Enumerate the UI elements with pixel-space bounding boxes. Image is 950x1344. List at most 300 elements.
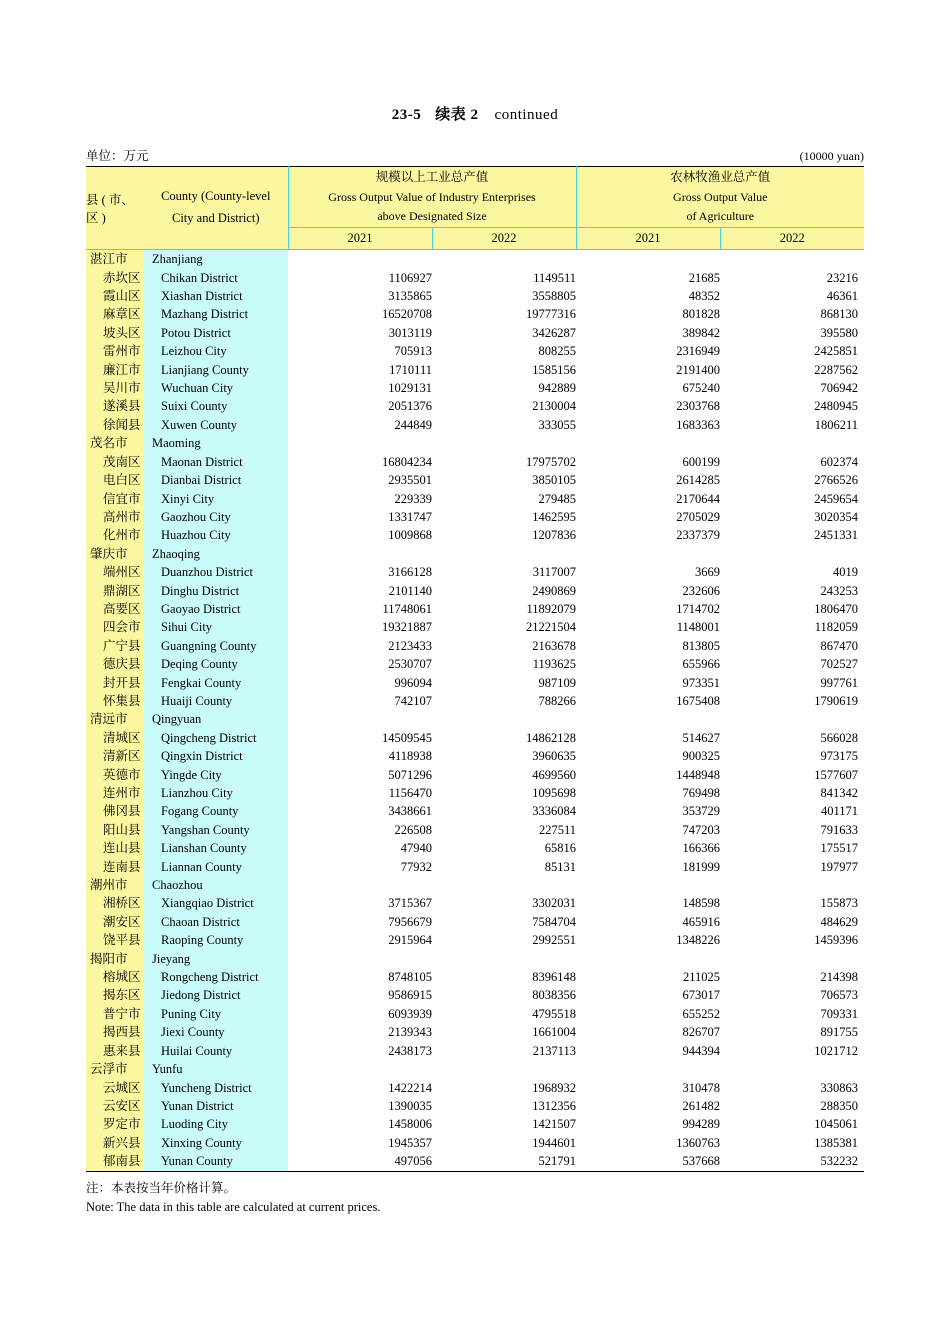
table-row [86, 471, 864, 489]
value-industry-2021: 1106927 [288, 269, 432, 287]
row-name-english: Yunfu [144, 1060, 288, 1078]
row-name-english: Dianbai District [144, 471, 288, 489]
note-chinese: 注：本表按当年价格计算。 [86, 1181, 237, 1195]
row-name-english: Guangning County [144, 637, 288, 655]
value-industry-2021: 2935501 [288, 471, 432, 489]
row-name-english: Zhanjiang [144, 250, 288, 269]
value-agriculture-2022: 46361 [720, 287, 864, 305]
table-row [86, 397, 864, 415]
table-row [86, 1060, 864, 1078]
table-row [86, 839, 864, 857]
value-industry-2022 [432, 1060, 576, 1078]
value-industry-2022: 2490869 [432, 582, 576, 600]
value-agriculture-2022: 23216 [720, 269, 864, 287]
value-industry-2022: 8038356 [432, 986, 576, 1004]
statistics-table-wrapper [86, 166, 864, 1171]
table-bottom-rule [86, 1171, 864, 1172]
row-name-chinese: 云浮市 [86, 1060, 144, 1078]
row-name-chinese: 普宁市 [86, 1005, 144, 1023]
value-industry-2022: 1149511 [432, 269, 576, 287]
value-agriculture-2021: 166366 [576, 839, 720, 857]
value-industry-2022: 1944601 [432, 1134, 576, 1152]
row-name-english: Lianjiang County [144, 361, 288, 379]
row-name-chinese: 罗定市 [86, 1115, 144, 1133]
table-row [86, 986, 864, 1004]
value-industry-2022: 14862128 [432, 729, 576, 747]
table-row [86, 876, 864, 894]
row-name-english: Raoping County [144, 931, 288, 949]
value-agriculture-2021: 537668 [576, 1152, 720, 1170]
table-row [86, 858, 864, 876]
value-industry-2021: 5071296 [288, 766, 432, 784]
value-agriculture-2022 [720, 545, 864, 563]
row-name-english: Maonan District [144, 453, 288, 471]
row-name-english: Lianshan County [144, 839, 288, 857]
value-industry-2022 [432, 950, 576, 968]
row-name-chinese: 徐闻县 [86, 416, 144, 434]
row-name-chinese: 揭东区 [86, 986, 144, 1004]
row-name-chinese: 廉江市 [86, 361, 144, 379]
table-row [86, 379, 864, 397]
value-agriculture-2022: 175517 [720, 839, 864, 857]
row-name-chinese: 高州市 [86, 508, 144, 526]
value-industry-2021: 9586915 [288, 986, 432, 1004]
value-agriculture-2022: 709331 [720, 1005, 864, 1023]
value-agriculture-2021 [576, 876, 720, 894]
table-row [86, 600, 864, 618]
table-header [86, 167, 864, 250]
row-name-chinese: 云城区 [86, 1079, 144, 1097]
value-agriculture-2022: 602374 [720, 453, 864, 471]
value-agriculture-2022: 997761 [720, 674, 864, 692]
value-agriculture-2022: 868130 [720, 305, 864, 323]
value-industry-2021: 1458006 [288, 1115, 432, 1133]
value-industry-2022: 3426287 [432, 324, 576, 342]
value-agriculture-2021 [576, 710, 720, 728]
table-row [86, 287, 864, 305]
value-agriculture-2021: 148598 [576, 894, 720, 912]
value-agriculture-2021: 353729 [576, 802, 720, 820]
value-agriculture-2021: 310478 [576, 1079, 720, 1097]
value-agriculture-2022: 2766526 [720, 471, 864, 489]
value-agriculture-2022: 791633 [720, 821, 864, 839]
header-county-chinese: 县 ( 市、区 ) [86, 167, 144, 250]
note-english: Note: The data in this table are calculated at current prices. [86, 1199, 381, 1214]
row-name-chinese: 云安区 [86, 1097, 144, 1115]
value-industry-2021 [288, 434, 432, 452]
value-agriculture-2021: 181999 [576, 858, 720, 876]
value-agriculture-2021: 389842 [576, 324, 720, 342]
value-industry-2022: 2163678 [432, 637, 576, 655]
value-agriculture-2021: 48352 [576, 287, 720, 305]
value-industry-2021: 16804234 [288, 453, 432, 471]
header-group-agriculture-english-line2: of Agriculture [686, 209, 755, 224]
value-industry-2021: 3166128 [288, 563, 432, 581]
row-name-english: Huaiji County [144, 692, 288, 710]
row-name-chinese: 阳山县 [86, 821, 144, 839]
value-agriculture-2021: 1714702 [576, 600, 720, 618]
value-industry-2022: 1312356 [432, 1097, 576, 1115]
header-county-english-line2: City and District) [172, 211, 260, 226]
row-name-english: Qingyuan [144, 710, 288, 728]
value-agriculture-2022: 401171 [720, 802, 864, 820]
row-name-english: Chaoan District [144, 913, 288, 931]
table-row [86, 1152, 864, 1170]
value-industry-2021: 1009868 [288, 526, 432, 544]
value-agriculture-2021 [576, 545, 720, 563]
value-agriculture-2022: 214398 [720, 968, 864, 986]
header-year-industry-2022: 2022 [432, 228, 576, 250]
value-industry-2022: 2137113 [432, 1042, 576, 1060]
value-industry-2022: 521791 [432, 1152, 576, 1170]
value-agriculture-2021: 2705029 [576, 508, 720, 526]
row-name-chinese: 端州区 [86, 563, 144, 581]
value-industry-2022: 788266 [432, 692, 576, 710]
value-agriculture-2021: 673017 [576, 986, 720, 1004]
table-title-continued: continued [494, 107, 559, 123]
value-agriculture-2022: 841342 [720, 784, 864, 802]
row-name-english: Leizhou City [144, 342, 288, 360]
row-name-chinese: 麻章区 [86, 305, 144, 323]
value-agriculture-2021: 2337379 [576, 526, 720, 544]
row-name-chinese: 茂名市 [86, 434, 144, 452]
value-agriculture-2022: 2287562 [720, 361, 864, 379]
table-row [86, 655, 864, 673]
header-group-industry [288, 167, 576, 228]
value-industry-2021: 3438661 [288, 802, 432, 820]
table-row [86, 637, 864, 655]
value-industry-2021: 996094 [288, 674, 432, 692]
value-agriculture-2022: 706573 [720, 986, 864, 1004]
row-name-chinese: 广宁县 [86, 637, 144, 655]
value-industry-2022: 808255 [432, 342, 576, 360]
value-industry-2022: 65816 [432, 839, 576, 857]
value-agriculture-2022: 532232 [720, 1152, 864, 1170]
value-agriculture-2022 [720, 950, 864, 968]
row-name-chinese: 德庆县 [86, 655, 144, 673]
unit-label-chinese: 单位：万元 [86, 149, 149, 163]
row-name-english: Huazhou City [144, 526, 288, 544]
row-name-english: Mazhang District [144, 305, 288, 323]
value-agriculture-2022 [720, 710, 864, 728]
table-row [86, 1115, 864, 1133]
value-industry-2022: 19777316 [432, 305, 576, 323]
value-industry-2022: 7584704 [432, 913, 576, 931]
table-row [86, 305, 864, 323]
row-name-chinese: 信宜市 [86, 490, 144, 508]
value-industry-2022: 227511 [432, 821, 576, 839]
row-name-english: Qingcheng District [144, 729, 288, 747]
value-industry-2021: 1945357 [288, 1134, 432, 1152]
value-agriculture-2022: 2425851 [720, 342, 864, 360]
table-row [86, 618, 864, 636]
row-name-chinese: 雷州市 [86, 342, 144, 360]
row-name-english: Maoming [144, 434, 288, 452]
row-name-english: Jieyang [144, 950, 288, 968]
value-industry-2022: 1462595 [432, 508, 576, 526]
value-industry-2022: 3558805 [432, 287, 576, 305]
header-year-agriculture-2021: 2021 [576, 228, 720, 250]
header-county-english [144, 167, 288, 250]
value-agriculture-2021: 944394 [576, 1042, 720, 1060]
header-group-industry-english-line2: above Designated Size [377, 209, 487, 224]
value-agriculture-2021: 2303768 [576, 397, 720, 415]
table-row [86, 894, 864, 912]
value-agriculture-2021 [576, 1060, 720, 1078]
value-industry-2022: 3117007 [432, 563, 576, 581]
value-agriculture-2022: 197977 [720, 858, 864, 876]
row-name-english: Yingde City [144, 766, 288, 784]
row-name-chinese: 肇庆市 [86, 545, 144, 563]
table-row [86, 766, 864, 784]
value-industry-2022: 333055 [432, 416, 576, 434]
header-county-english-line1: County (County-level [161, 189, 271, 204]
row-name-chinese: 惠来县 [86, 1042, 144, 1060]
value-industry-2021: 7956679 [288, 913, 432, 931]
row-name-chinese: 新兴县 [86, 1134, 144, 1152]
value-industry-2021 [288, 1060, 432, 1078]
row-name-chinese: 清新区 [86, 747, 144, 765]
row-name-english: Wuchuan City [144, 379, 288, 397]
value-agriculture-2021: 1348226 [576, 931, 720, 949]
value-industry-2022: 11892079 [432, 600, 576, 618]
row-name-chinese: 潮安区 [86, 913, 144, 931]
value-agriculture-2022: 288350 [720, 1097, 864, 1115]
value-agriculture-2021: 3669 [576, 563, 720, 581]
table-row [86, 563, 864, 581]
value-agriculture-2021: 600199 [576, 453, 720, 471]
value-agriculture-2021: 900325 [576, 747, 720, 765]
row-name-chinese: 赤坎区 [86, 269, 144, 287]
table-row [86, 968, 864, 986]
table-row [86, 582, 864, 600]
value-agriculture-2021: 1448948 [576, 766, 720, 784]
table-row [86, 1042, 864, 1060]
value-industry-2021 [288, 876, 432, 894]
table-row [86, 526, 864, 544]
header-group-industry-english-line1: Gross Output Value of Industry Enterprises [328, 189, 536, 204]
row-name-english: Jiexi County [144, 1023, 288, 1041]
value-agriculture-2021: 2170644 [576, 490, 720, 508]
value-industry-2021: 2438173 [288, 1042, 432, 1060]
value-agriculture-2022: 706942 [720, 379, 864, 397]
row-name-english: Suixi County [144, 397, 288, 415]
value-industry-2021 [288, 545, 432, 563]
value-industry-2021: 3715367 [288, 894, 432, 912]
value-industry-2022: 3960635 [432, 747, 576, 765]
value-agriculture-2022 [720, 876, 864, 894]
value-agriculture-2021: 1675408 [576, 692, 720, 710]
value-industry-2021: 14509545 [288, 729, 432, 747]
value-industry-2022 [432, 250, 576, 269]
page-title [0, 103, 950, 124]
value-industry-2022: 4699560 [432, 766, 576, 784]
row-name-english: Rongcheng District [144, 968, 288, 986]
value-agriculture-2022: 1459396 [720, 931, 864, 949]
value-industry-2021 [288, 250, 432, 269]
value-industry-2021: 742107 [288, 692, 432, 710]
row-name-english: Deqing County [144, 655, 288, 673]
value-agriculture-2021: 211025 [576, 968, 720, 986]
value-industry-2021: 2101140 [288, 582, 432, 600]
value-industry-2022 [432, 545, 576, 563]
table-title-chinese: 续表 2 [435, 107, 479, 123]
unit-line [86, 146, 864, 164]
value-agriculture-2022: 1021712 [720, 1042, 864, 1060]
value-agriculture-2022: 973175 [720, 747, 864, 765]
table-row [86, 508, 864, 526]
value-industry-2022: 1193625 [432, 655, 576, 673]
row-name-english: Huilai County [144, 1042, 288, 1060]
value-industry-2022: 987109 [432, 674, 576, 692]
table-row [86, 802, 864, 820]
table-row [86, 747, 864, 765]
row-name-chinese: 英德市 [86, 766, 144, 784]
value-industry-2021 [288, 710, 432, 728]
value-industry-2022: 1421507 [432, 1115, 576, 1133]
value-agriculture-2022: 243253 [720, 582, 864, 600]
row-name-chinese: 茂南区 [86, 453, 144, 471]
row-name-english: Xiangqiao District [144, 894, 288, 912]
value-agriculture-2021: 1148001 [576, 618, 720, 636]
row-name-chinese: 怀集县 [86, 692, 144, 710]
value-agriculture-2022: 566028 [720, 729, 864, 747]
row-name-chinese: 吴川市 [86, 379, 144, 397]
table-row [86, 784, 864, 802]
value-agriculture-2021: 747203 [576, 821, 720, 839]
row-name-chinese: 揭西县 [86, 1023, 144, 1041]
value-agriculture-2022 [720, 250, 864, 269]
value-agriculture-2022: 330863 [720, 1079, 864, 1097]
value-agriculture-2021: 465916 [576, 913, 720, 931]
row-name-chinese: 连山县 [86, 839, 144, 857]
value-industry-2021: 2530707 [288, 655, 432, 673]
row-name-chinese: 潮州市 [86, 876, 144, 894]
row-name-english: Fengkai County [144, 674, 288, 692]
row-name-english: Xinxing County [144, 1134, 288, 1152]
value-industry-2021: 47940 [288, 839, 432, 857]
value-industry-2021: 2051376 [288, 397, 432, 415]
value-agriculture-2022: 867470 [720, 637, 864, 655]
table-number: 23-5 [391, 107, 422, 123]
value-industry-2021: 1029131 [288, 379, 432, 397]
value-industry-2021: 497056 [288, 1152, 432, 1170]
table-row [86, 1079, 864, 1097]
value-agriculture-2022: 3020354 [720, 508, 864, 526]
unit-label-english: (10000 yuan) [799, 149, 864, 163]
row-name-english: Sihui City [144, 618, 288, 636]
value-industry-2022: 85131 [432, 858, 576, 876]
value-industry-2021: 19321887 [288, 618, 432, 636]
row-name-english: Puning City [144, 1005, 288, 1023]
value-industry-2022: 2130004 [432, 397, 576, 415]
value-industry-2021: 6093939 [288, 1005, 432, 1023]
row-name-chinese: 湘桥区 [86, 894, 144, 912]
value-agriculture-2021: 514627 [576, 729, 720, 747]
value-agriculture-2022 [720, 434, 864, 452]
header-group-industry-chinese: 规模以上工业总产值 [375, 170, 489, 184]
value-industry-2021: 226508 [288, 821, 432, 839]
value-agriculture-2021: 973351 [576, 674, 720, 692]
value-agriculture-2021: 261482 [576, 1097, 720, 1115]
value-agriculture-2022 [720, 1060, 864, 1078]
value-agriculture-2022: 1577607 [720, 766, 864, 784]
value-industry-2021: 1710111 [288, 361, 432, 379]
value-industry-2021: 1331747 [288, 508, 432, 526]
row-name-chinese: 坡头区 [86, 324, 144, 342]
value-agriculture-2021: 2614285 [576, 471, 720, 489]
value-industry-2021: 77932 [288, 858, 432, 876]
value-agriculture-2022: 2451331 [720, 526, 864, 544]
table-row [86, 1023, 864, 1041]
value-industry-2022 [432, 876, 576, 894]
value-agriculture-2022: 1806470 [720, 600, 864, 618]
value-agriculture-2022: 1806211 [720, 416, 864, 434]
value-agriculture-2021: 813805 [576, 637, 720, 655]
table-row [86, 361, 864, 379]
value-industry-2021: 244849 [288, 416, 432, 434]
value-industry-2022 [432, 710, 576, 728]
value-industry-2022: 3850105 [432, 471, 576, 489]
table-body [86, 250, 864, 1171]
table-row [86, 453, 864, 471]
row-name-english: Yunan District [144, 1097, 288, 1115]
row-name-chinese: 榕城区 [86, 968, 144, 986]
row-name-english: Yangshan County [144, 821, 288, 839]
row-name-english: Luoding City [144, 1115, 288, 1133]
value-industry-2021: 2915964 [288, 931, 432, 949]
value-industry-2022 [432, 434, 576, 452]
row-name-chinese: 郁南县 [86, 1152, 144, 1170]
row-name-english: Potou District [144, 324, 288, 342]
value-agriculture-2021: 1360763 [576, 1134, 720, 1152]
table-row [86, 821, 864, 839]
header-row-titles [86, 167, 864, 228]
row-name-english: Liannan County [144, 858, 288, 876]
value-agriculture-2022: 1182059 [720, 618, 864, 636]
value-agriculture-2021: 994289 [576, 1115, 720, 1133]
header-group-agriculture-chinese: 农林牧渔业总产值 [670, 170, 771, 184]
row-name-chinese: 高要区 [86, 600, 144, 618]
row-name-english: Xinyi City [144, 490, 288, 508]
value-industry-2021: 1156470 [288, 784, 432, 802]
row-name-english: Gaozhou City [144, 508, 288, 526]
value-agriculture-2021: 21685 [576, 269, 720, 287]
row-name-english: Chaozhou [144, 876, 288, 894]
table-row [86, 269, 864, 287]
table-row [86, 729, 864, 747]
statistics-table [86, 166, 864, 1171]
header-group-agriculture-english-line1: Gross Output Value [673, 189, 768, 204]
row-name-english: Xiashan District [144, 287, 288, 305]
value-agriculture-2022: 2459654 [720, 490, 864, 508]
value-agriculture-2021 [576, 250, 720, 269]
value-industry-2022: 1968932 [432, 1079, 576, 1097]
row-name-chinese: 封开县 [86, 674, 144, 692]
value-industry-2021 [288, 950, 432, 968]
value-agriculture-2021: 2316949 [576, 342, 720, 360]
value-agriculture-2021 [576, 950, 720, 968]
row-name-english: Duanzhou District [144, 563, 288, 581]
row-name-english: Yunan County [144, 1152, 288, 1170]
value-industry-2022: 17975702 [432, 453, 576, 471]
value-industry-2021: 3013119 [288, 324, 432, 342]
value-industry-2022: 3336084 [432, 802, 576, 820]
row-name-chinese: 四会市 [86, 618, 144, 636]
value-industry-2022: 8396148 [432, 968, 576, 986]
row-name-english: Qingxin District [144, 747, 288, 765]
value-agriculture-2022: 1790619 [720, 692, 864, 710]
